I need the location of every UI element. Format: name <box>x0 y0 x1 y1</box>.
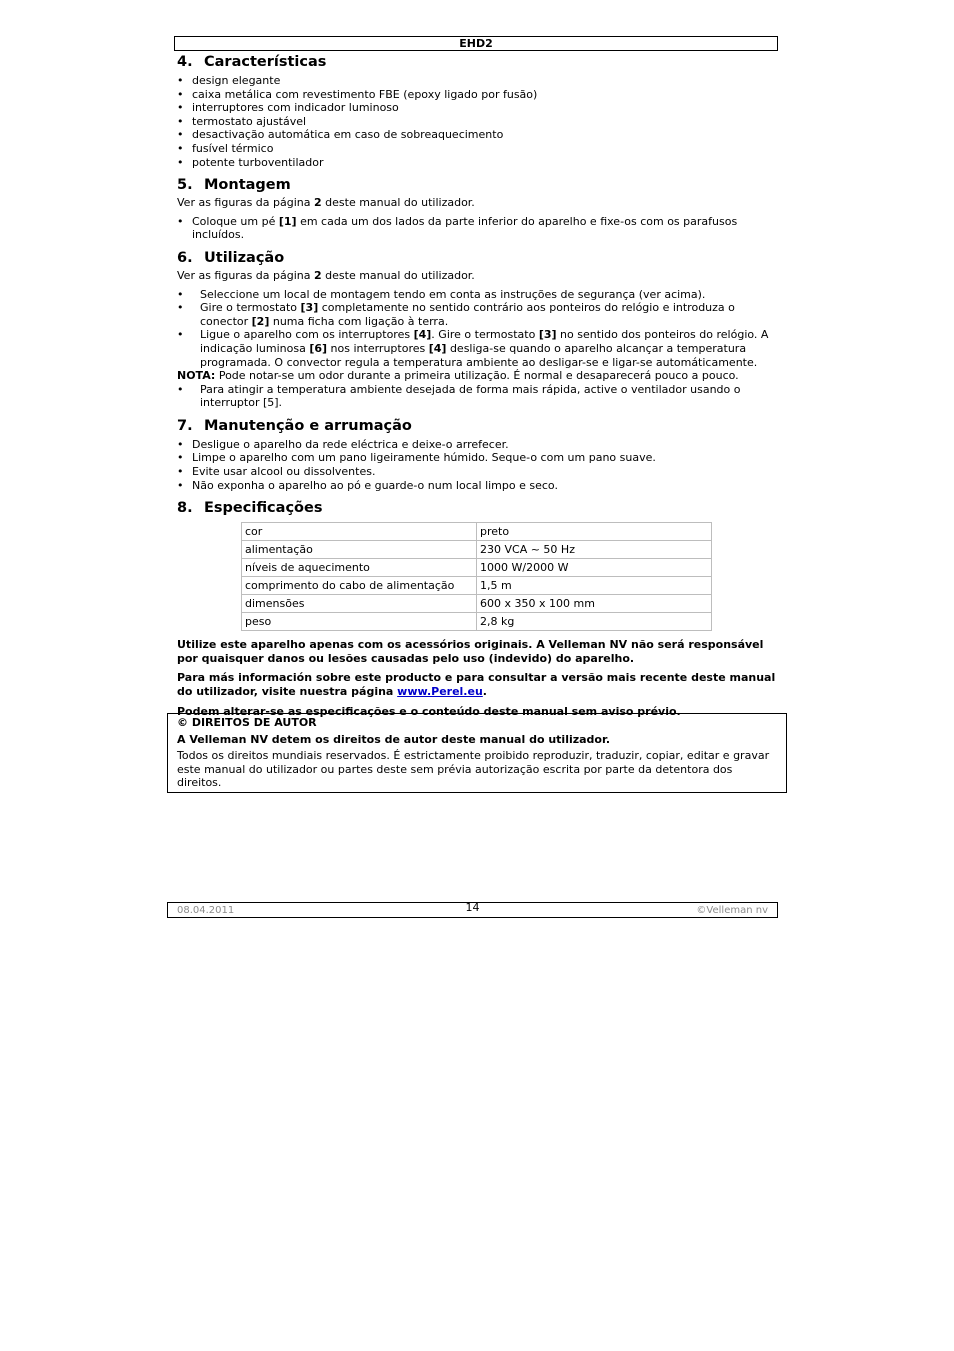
footer <box>167 902 778 918</box>
list-item: • Evite usar alcool ou dissolventes. <box>177 465 779 479</box>
section-number: 8. <box>177 500 193 517</box>
list-item: • Coloque um pé [1] em cada um dos lados da parte inferior do aparelho e fixe-os com os parafusos incluídos. <box>177 215 779 242</box>
list-item: • Seleccione um local de montagem tendo em conta as instruções de segurança (ver acima). <box>177 288 779 302</box>
section-mounting <box>177 176 779 242</box>
section-number: 4. <box>177 54 193 70</box>
copyright-text: Todos os direitos mundiais reservados. É estrictamente proibido reproduzir, traduzir, copiar, editar e gravar este manual do utilizador ou partes deste sem prévia autorização escrita por parte da detentora dos direitos. <box>177 749 770 790</box>
list-item: • design elegante <box>177 74 779 88</box>
use-list <box>177 288 779 370</box>
list-item: • potente turboventilador <box>177 156 779 170</box>
list-item: • Ligue o aparelho com os interruptores [4]. Gire o termostato [3] no sentido dos ponteiros do relógio. A indicação luminosa [6] nos interruptores [4] desliga-se quando o aparelho alcançar a temperatura programada. O convector regula a temperatura ambiente ao desligar-se e ligar-se automáticamente. <box>177 328 779 369</box>
list-item: • Limpe o aparelho com um pano ligeiramente húmido. Seque-o com um pano suave. <box>177 451 779 465</box>
table-row: cor preto <box>242 523 712 541</box>
section-number: 7. <box>177 417 193 434</box>
accessories-notice: Utilize este aparelho apenas com os acessórios originais. A Velleman NV não será responsável por quaisquer danos ou lesões causadas pelo uso (indevido) do aparelho. <box>177 638 764 665</box>
list-item: • termostato ajustável <box>177 115 779 129</box>
section-maintenance <box>177 417 779 492</box>
list-item: • caixa metálica com revestimento FBE (epoxy ligado por fusão) <box>177 88 779 102</box>
copyright-title: © DIREITOS DE AUTOR <box>177 716 317 729</box>
section-specs <box>177 499 779 631</box>
list-item: • interruptores com indicador luminoso <box>177 101 779 115</box>
table-row: comprimento do cabo de alimentação 1,5 m <box>242 577 712 595</box>
header-model: EHD2 <box>174 36 778 51</box>
section-heading <box>177 249 779 267</box>
section-use <box>177 249 779 410</box>
footer-brand: ©Velleman nv <box>696 905 768 916</box>
list-item: • Não exponha o aparelho ao pó e guarde-o num local limpo e seco. <box>177 479 779 493</box>
perel-link[interactable]: www.Perel.eu <box>397 685 483 699</box>
page-number: 14 <box>465 901 480 914</box>
section-title: Utilização <box>204 249 285 266</box>
specs-table <box>241 522 712 631</box>
section-title: Montagem <box>204 177 291 194</box>
table-row: peso 2,8 kg <box>242 613 712 631</box>
section-title: Especificações <box>204 500 323 517</box>
intro-paragraph: Ver as figuras da página 2 deste manual do utilizador. <box>177 268 475 282</box>
section-title: Características <box>204 54 327 70</box>
list-item: • desactivação automática em caso de sobreaquecimento <box>177 128 779 142</box>
copyright-subtitle: A Velleman NV detem os direitos de autor deste manual do utilizador. <box>177 732 611 746</box>
feature-list <box>177 74 779 169</box>
use-list-2 <box>177 383 779 410</box>
list-item: • Para atingir a temperatura ambiente desejada de forma mais rápida, active o ventilador usando o interruptor [5]. <box>177 383 779 410</box>
table-row: alimentação 230 VCA ~ 50 Hz <box>242 541 712 559</box>
section-number: 6. <box>177 249 193 266</box>
mounting-list <box>177 215 779 242</box>
section-features <box>177 53 779 169</box>
info-notice: Para más información sobre este producto e para consultar a versão mais recente deste manual do utilizador, visite nuestra página www.Perel.eu. <box>177 671 776 699</box>
content <box>177 53 779 724</box>
note-paragraph: NOTA: Pode notar-se um odor durante a primeira utilização. É normal e desaparecerá pouco a pouco. <box>177 369 739 383</box>
table-row: dimensões 600 x 350 x 100 mm <box>242 595 712 613</box>
table-row: níveis de aquecimento 1000 W/2000 W <box>242 559 712 577</box>
list-item: • Desligue o aparelho da rede eléctrica e deixe-o arrefecer. <box>177 438 779 452</box>
copyright-box <box>167 713 787 793</box>
list-item: • Gire o termostato [3] completamente no sentido contrário aos ponteiros do relógio e introduza o conector [2] numa ficha com ligação à terra. <box>177 301 779 328</box>
section-number: 5. <box>177 177 193 194</box>
changes-notice: Podem alterar-se as especificações e o conteúdo deste manual sem aviso prévio. <box>177 704 681 718</box>
intro-paragraph: Ver as figuras da página 2 deste manual do utilizador. <box>177 196 475 210</box>
section-title: Manutenção e arrumação <box>204 417 412 434</box>
section-heading <box>177 499 779 517</box>
maintenance-list <box>177 438 779 492</box>
section-heading <box>177 417 779 435</box>
section-heading <box>177 53 779 71</box>
footer-date: 08.04.2011 <box>177 905 235 916</box>
list-item: • fusível térmico <box>177 142 779 156</box>
section-heading <box>177 176 779 194</box>
